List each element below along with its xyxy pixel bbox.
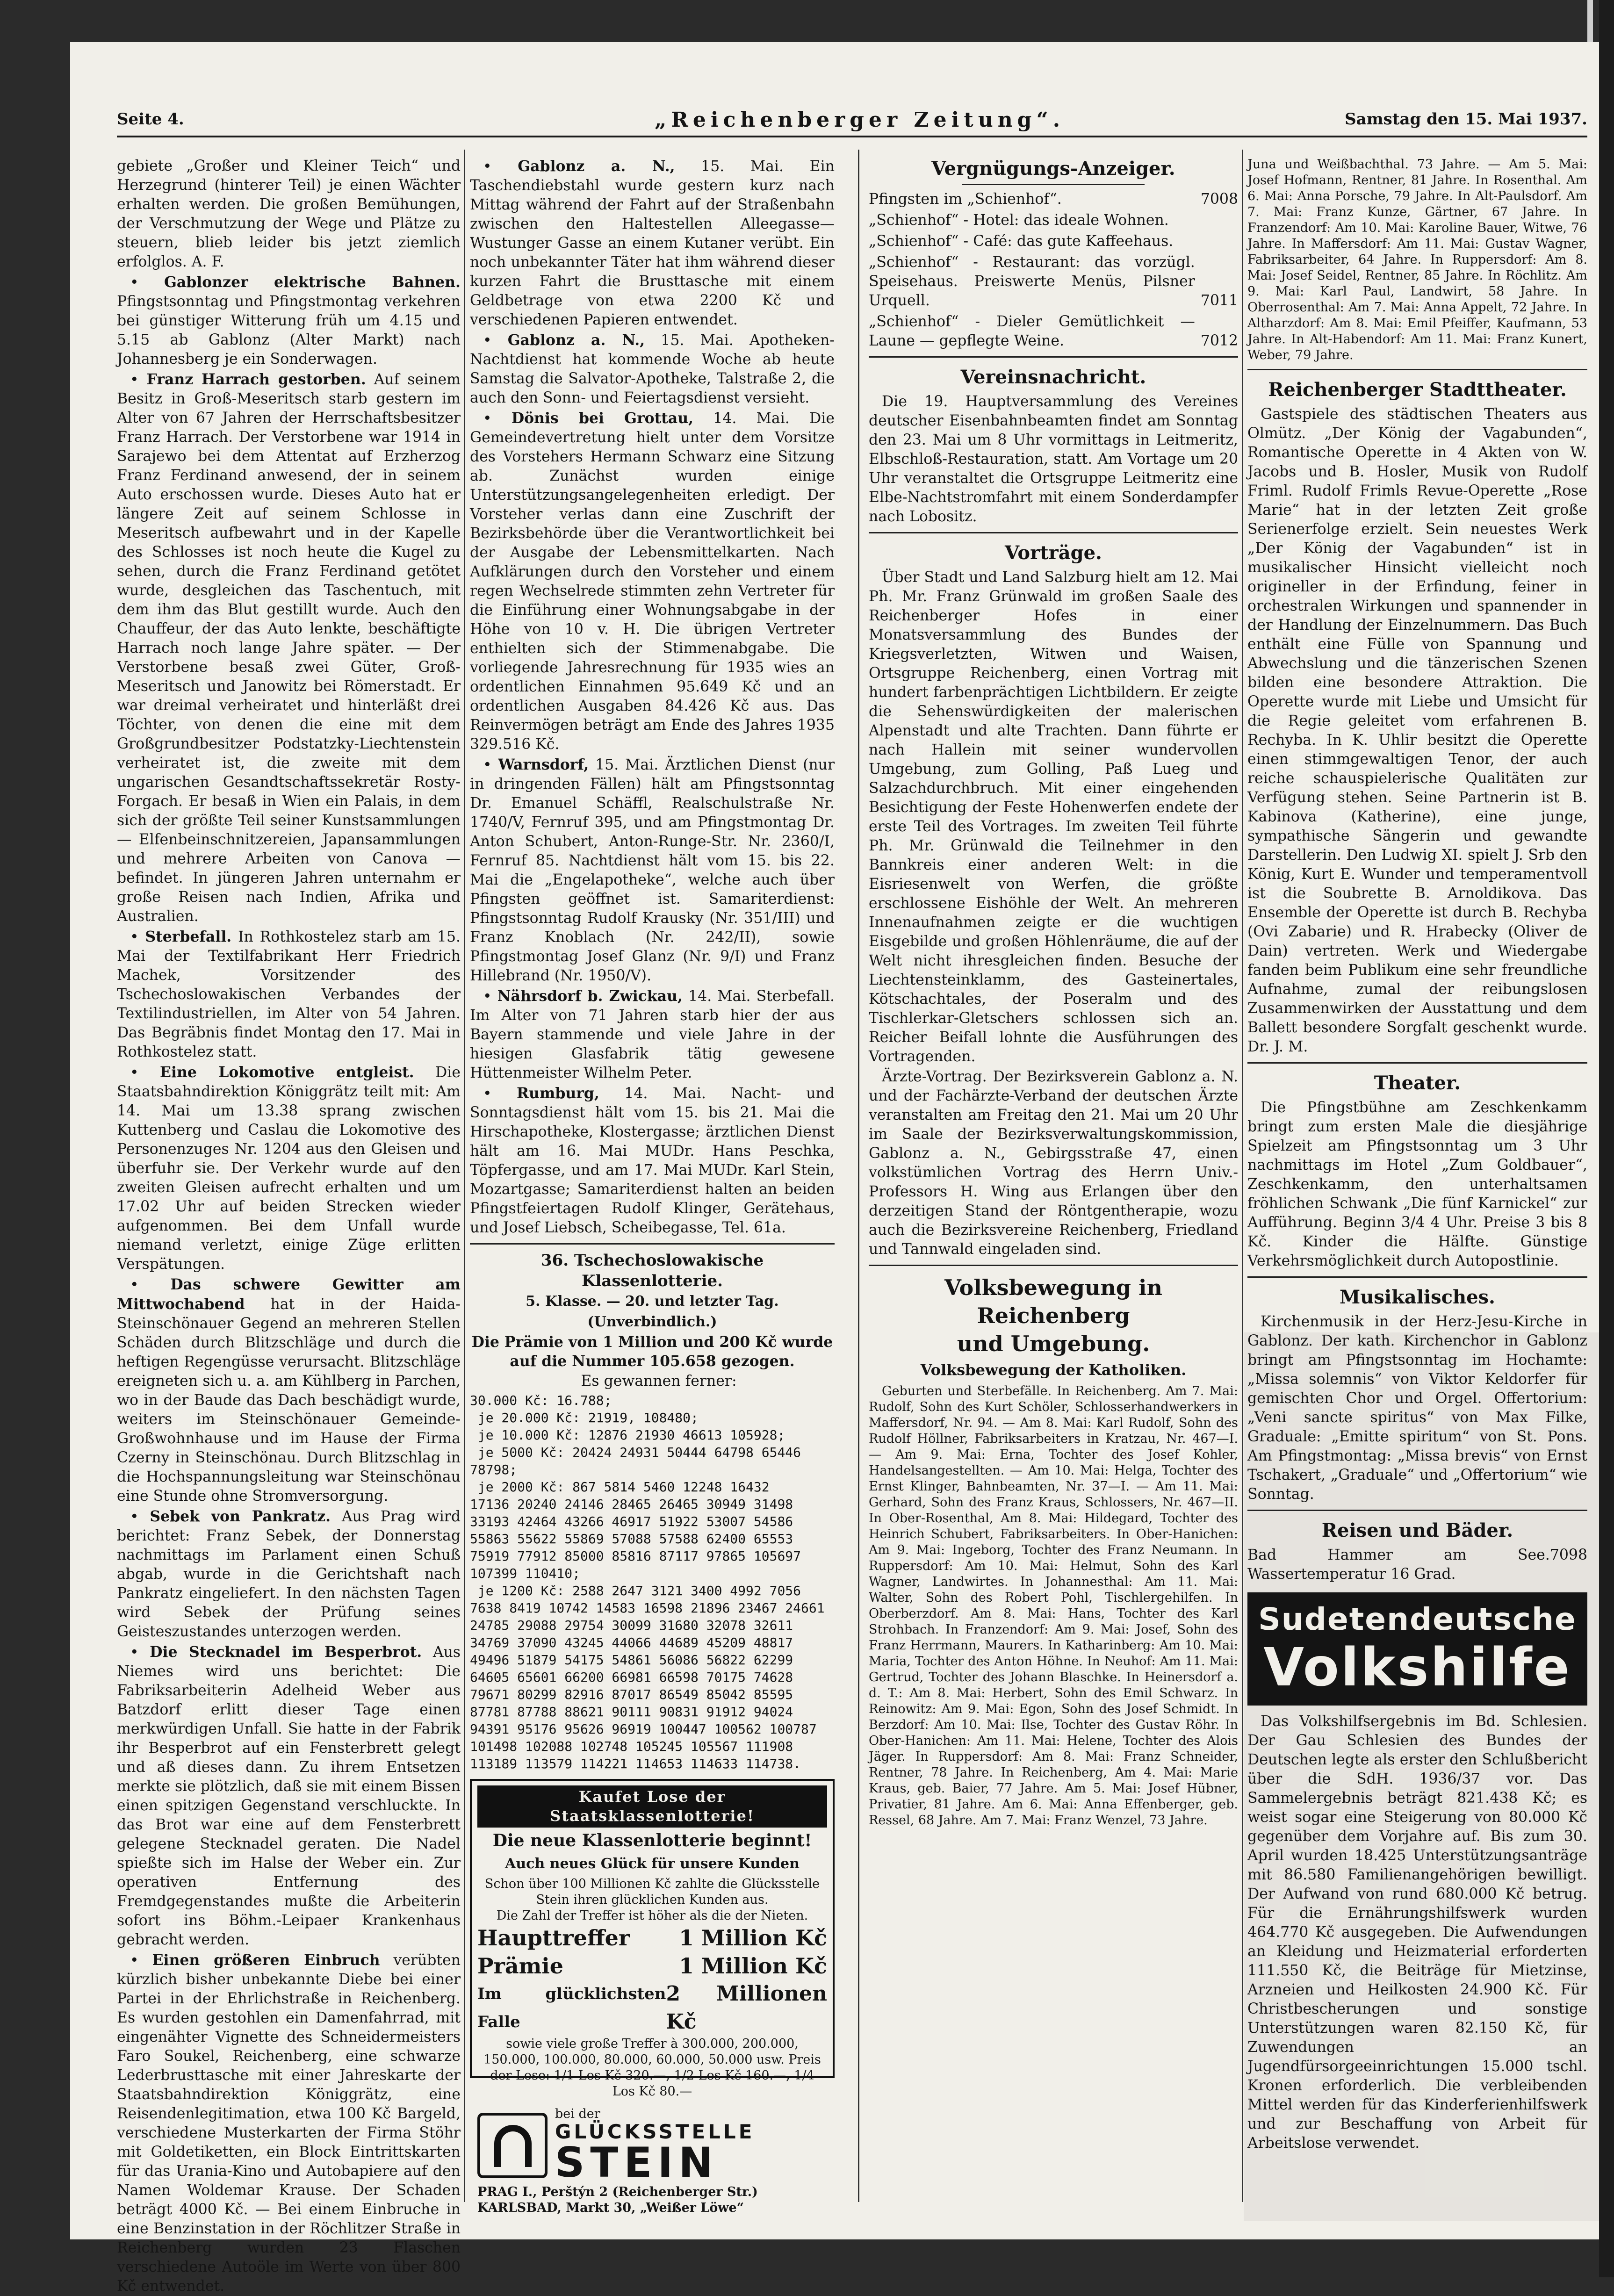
article-text: Aus Prag wird berichtet: Franz Sebek, der Donnerstag nachmittags im Parlament einen Schuß abgab, wurde in die Gerichtshaft nach Pankratz eingeliefert. In den nächsten Tagen wird Sebek der Prüfung seines Geisteszustandes unterzogen werden. (117, 1508, 461, 1640)
article-text: Gastspiele des städtischen Theaters aus Olmütz. „Der König der Vagabunden“, Romantische Operette in 4 Akten von W. Jacobs und B. Hosler, Musik von Rudolf Friml. Rudolf Frimls Revue-Operette „Rose Marie“ hat in der letzten Zeit große Serienerfolge erzielt. Sein neuestes Werk „Der König der Vagabunden“ ist in musikalischer Hinsicht vielleicht noch origineller in der Erfindung, feiner in orchestralen Wirkungen und spannender in der Handlung der Einzelnummern. Das Buch enthält eine Fülle von Spannung und Abwechslung und die tänzerischen Szenen bilden eine besondere Attraktion. Die Operette wurde mit Liebe und Umsicht für die Regie geleitet vom erfahrenen B. Rechyba. In K. Uhlir besitzt die Operette einen stimmgewaltigen Tenor, der auch reiche schauspielerische Qualitäten zur Verfügung stehen. Seine Partnerin ist B. Kabinova (Katherine), eine junge, sympathische Sängerin und gewandte Darstellerin. Den Ludwig XI. spielt J. Srb den König, Kurt E. Wunder und temperamentvoll ist die Soubrette B. Arnoldikova. Das Ensemble der Operette ist durch B. Rechyba (Ovi Zabarie) und R. Hrabecky (Oliver de Dain) vertreten. Werk und Wiedergabe fanden beim Publikum eine sehr freundliche Aufnahme, zumal der reibungslosen Zusammenwirken der Ausstattung und dem Ballett besondere Sorgfalt geschenkt wurde. Dr. J. M. (1247, 406, 1587, 1055)
lottery-row: 78798; (470, 1462, 518, 1477)
section-rule (1247, 1510, 1587, 1511)
section-rule (1247, 1276, 1587, 1278)
issue-date: Samstag den 15. Mai 1937. (1345, 110, 1587, 129)
column-divider (858, 150, 859, 2202)
column-4 (1247, 157, 1587, 2204)
listing-text: „Schienhof“ - Dieler Gemütlichkeit — Laune — gepflegte Weine. (869, 313, 1195, 349)
section-subheading: Volksbewegung der Katholiken. (920, 1361, 1187, 1379)
banner-line: Volkshilfe (1263, 1637, 1571, 1698)
article-text: Die Pfingstbühne am Zeschkenkamm bringt zum ersten Male die diesjährige Spielzeit am Pfingstsonntag um 3 Uhr nachmittags im Hotel „Zum Goldbauer“, Zeschkenkamm, den unterhaltsamen fröhlichen Schwank „Die fünf Karnickel“ zur Aufführung. Beginn 3/4 4 Uhr. Preise 3 bis 8 Kč. Kinder die Hälfte. Günstige Verkehrsmöglichkeit durch Autopostlinie. (1247, 1099, 1587, 1269)
listing-item (869, 211, 1238, 230)
listing-item (869, 312, 1238, 351)
article-text: In Rothkostelez starb am 15. Mai der Textilfabrikant Herr Friedrich Machek, Vorsitzender des Tschechoslowakischen Verbandes der Textilindustriellen, im Alter von 54 Jahren. Das Begräbnis findet Montag den 17. Mai in Rothkostelez statt. (117, 928, 461, 1060)
article: • Die Stecknadel im Besperbrot. Aus Niemes wird uns berichtet: Die Fabriksarbeiterin Adelheid Weber aus Batzdorf erlitt dieser Tage einen merkwürdigen Unfall. Sie hatte in der Fabrik ihr Besperbrot auf ein Fensterbrett gelegt und aß dieses dann. Zu ihrem Entsetzen merkte sie plötzlich, daß sie mit einem Bissen einen spitzigen Gegenstand verschluckte. In das Brot war eine auf dem Fensterbrett gelegene Stecknadel geraten. Die Nadel spießte sich im Halse der Weber ein. Zur operativen Entfernung des Fremdgegenstandes mußte die Arbeiterin sofort ins Böhm.-Leipaer Krankenhaus gebracht werden. (117, 1643, 461, 1948)
article: • Einen größeren Einbruch verübten kürzlich bisher unbekannte Diebe bei einer Partei in der Ehrlichstraße in Reichenberg. Es wurden gestohlen ein Damenfahrrad, mit eingenähter Vignette des Schneidermeisters Faro Soukel, Reichenberg, eine schwarze Lederbrusttasche mit einer Jahreskarte der Staatsbahndirektion Königgrätz, eine Reisendenlegitimation, etwa 100 Kč Bargeld, verschiedene Musterkarten der Firma Stöhr mit Goldetiketten, ein Block Eintrittskarten für das Urania-Kino und Autobapiere auf den Namen Woldemar Krause. Der Schaden beträgt 4000 Kč. — Bei einem Einbruche in eine Benzinstation in der Röchlitzer Straße in Reichenberg wurden 23 Flaschen verschiedene Autoöle im Werte von über 800 Kč entwendet. (117, 1951, 461, 2295)
article: • Sebek von Pankratz. Aus Prag wird berichtet: Franz Sebek, der Donnerstag nachmittags im Parlament einen Schuß abgab, wurde in die Gerichtshaft nach Pankratz eingeliefert. In den nächsten Tagen wird Sebek der Prüfung seines Geisteszustandes unterzogen werden. (117, 1508, 461, 1640)
section-rule (869, 1265, 1238, 1266)
article-headline: Franz Harrach gestorben. (146, 371, 366, 388)
article-headline: Die Stecknadel im Besperbrot. (150, 1643, 422, 1661)
section-rule (1247, 369, 1587, 370)
article-text: Das Volkshilfsergebnis im Bd. Schlesien. Der Gau Schlesien des Bundes der Deutschen legte als erster den Schlußbericht über die SdH. 1936/37 vor. Das Sammelergebnis beträgt 821.438 Kč; es weist sogar eine Steigerung von 80.000 Kč gegenüber dem Vorjahre auf. Bis zum 30. April wurden 18.425 Unterstützungsanträge mit 86.580 Familienangehörigen bewilligt. Der Aufwand von rund 680.000 Kč betrug. Für die Ernährungshilfswerk wurden 464.770 Kč ausgegeben. Die Aufwendungen an Kleidung und Heizmaterial erforderten 111.550 Kč, die Beiträge für Mietzinse, Arzneien und Heilkosten 24.900 Kč. Für Christbescherungen und sonstige Unterstützungen waren 82.150 Kč, für Zuwendungen an Jugendfürsorgeeinrichtungen 15.000 tschl. Kronen erforderlich. Die verbleibenden Mittel werden für das Kinderferienhilfswerk und zur Beschaffung von Arbeit für Arbeitslose verwendet. (1247, 1713, 1587, 2152)
article: • Eine Lokomotive entgleist. Die Staatsbahndirektion Königgrätz teilt mit: Am 14. Mai um 13.38 sprang zwischen Kuttenberg und Caslau die Lokomotive des Personenzuges Nr. 1204 aus den Gleisen und überfuhr sie. Der Verkehr wurde auf den zweiten Gleisen aufrecht erhalten und um 17.02 Uhr auf beiden Strecken wieder aufgenommen. Bei dem Unfall wurde niemand verletzt, einige Züge erlitten Verspätungen. (117, 1064, 461, 1273)
article-headline: Dönis bei Grottau, (511, 410, 694, 427)
section-heading: Vereinsnachricht. (960, 366, 1146, 388)
prize-label: Prämie (477, 1953, 564, 1979)
listing-text: „Schienhof“ - Restaurant: das vorzügl. Speisehaus. Preiswerte Menüs, Pilsner Urquell. (869, 254, 1195, 309)
section-rule (962, 184, 1145, 185)
page-header (117, 110, 1587, 138)
prize-value: 2 Millionen Kč (666, 1982, 827, 2034)
column-2 (470, 157, 835, 2215)
article-headline: Sterbefall. (145, 928, 232, 945)
article-headline: Gablonzer elektrische Bahnen. (164, 274, 461, 291)
ad-address: KARLSBAD, Markt 30, „Weißer Löwe“ (477, 2201, 744, 2215)
lottery-row: je 2000 Kč: 867 5814 5460 12248 16432 (470, 1479, 770, 1495)
prize-value: 1 Million Kč (679, 1953, 827, 1979)
lottery-row: je 1200 Kč: 2588 2647 3121 3400 4992 7056 (470, 1583, 801, 1598)
listing-item (869, 232, 1238, 251)
page-number: Seite 4. (117, 110, 184, 129)
prize-label: Im glücklichsten Falle (477, 1985, 666, 2031)
article-text: 14. Mai. Sterbefall. Im Alter von 71 Jahren starb hier der aus Bayern stammende und viele Jahre in der hiesigen Glasfabrik tätig gewesene Hüttenmeister Wilhelm Peter. (470, 988, 835, 1081)
lottery-row: 107399 110410; (470, 1566, 581, 1581)
vital-records: Juna und Weißbachthal. 73 Jahre. — Am 5. Mai: Josef Hofmann, Rentner, 81 Jahre. In Rosenthal. Am 6. Mai: Anna Porsche, 79 Jahre. In Alt-Paulsdorf. Am 7. Mai: Franz Kunze, Gärtner, 67 Jahre. In Franzendorf: Am 10. Mai: Karoline Bauer, Witwe, 76 Jahre. In Maffersdorf: Am 11. Mai: Gustav Wagner, Fabriksarbeiter, 64 Jahre. In Ruppersdorf: Am 8. Mai: Josef Seidel, Rentner, 85 Jahre. In Röchlitz. Am 9. Mai: Karl Paul, Landwirt, 58 Jahre. In Oberrosenthal: Am 7. Mai: Anna Appelt, 72 Jahre. In Altharzdorf: Am 8. Mai: Emil Pfeiffer, Kaufmann, 53 Jahre. In Alt-Habendorf: Am 11. Mai: Franz Kunert, Weber, 79 Jahre. (1247, 157, 1587, 362)
lottery-subtitle: 5. Klasse. — 20. und letzter Tag. (526, 1293, 779, 1310)
column-3 (869, 157, 1238, 2204)
article-headline: Eine Lokomotive entgleist. (160, 1064, 414, 1081)
lottery-row: 64605 65601 66200 66981 66598 70175 74628 (470, 1670, 793, 1685)
section-heading: Musikalisches. (1340, 1286, 1495, 1308)
lottery-row: 94391 95176 95626 96919 100447 100562 100787 (470, 1721, 817, 1737)
listing-text: „Schienhof“ - Café: das gute Kaffeehaus. (869, 233, 1174, 250)
article-text: verübten kürzlich bisher unbekannte Diebe bei einer Partei in der Ehrlichstraße in Reichenberg. Es wurden gestohlen ein Damenfahrrad, mit eingenähter Vignette des Schneidermeisters Faro Soukel, Reichenberg, eine schwarze Lederbrusttasche mit einer Jahreskarte der Staatsbahndirektion Königgrätz, eine Reisendenlegitimation, etwa 100 Kč Bargeld, verschiedene Musterkarten der Firma Stöhr mit Goldetiketten, ein Block Eintrittskarten für das Urania-Kino und Autobapiere auf den Namen Woldemar Krause. Der Schaden beträgt 4000 Kč. — Bei einem Einbruche in eine Benzinstation in der Röchlitzer Straße in Reichenberg wurden 23 Flaschen verschiedene Autoöle im Werte von über 800 Kč entwendet. (117, 1952, 461, 2295)
article-text: Kirchenmusik in der Herz-Jesu-Kirche in Gablonz. Der kath. Kirchenchor in Gablonz bringt am Pfingstsonntag im Hochamte: „Missa solemnis“ von Viktor Keldorfer für gemischten Chor und Orgel. Offertorium: „Veni sancte spiritus“ von Max Filke, Graduale: „Emitte spiritum“ von St. Pons. Am Pfingstmontag: „Missa brevis“ von Ernst Tschakert, „Graduale“ und „Offertorium“ wie Sonntag. (1247, 1313, 1587, 1503)
article-text: 15. Mai. Ärztlichen Dienst (nur in dringenden Fällen) hält am Pfingstsonntag Dr. Emanuel Schäffl, Realschulstraße Nr. 1740/V, Fernruf 395, und am Pfingstmontag Dr. Anton Schubert, Anton-Runge-Str. Nr. 2360/I, Fernruf 85. Nachtdienst hält vom 15. bis 22. Mai die „Engelapotheke“, welche auch über Pfingsten geöffnet ist. Samariterdienst: Pfingstsonntag Rudolf Krausky (Nr. 351/III) und Franz Knoblach (Nr. 242/II), sowie Pfingstmontag Josef Glanz (Nr. 9/I) und Franz Hillebrand (Nr. 1950/V). (470, 756, 835, 984)
article-text: 14. Mai. Die Gemeindevertretung hielt unter dem Vorsitze des Vorstehers Hermann Schwarz eine Sitzung ab. Zunächst wurden einige Unterstützungsangelegenheiten erledigt. Der Vorsteher verlas dann eine Zuschrift der Bezirksbehörde über die Verantwortlichkeit bei der Ausgabe der Lebensmittelkarten. Nach Aufklärungen durch den Vorsteher und einem regen Wechselrede stimmten zehn Vertreter für die Einführung einer Wohnungsabgabe in der Höhe von 10 v. H. Die übrigen Vertreter enthielten sich der Stimmenabgabe. Die vorliegende Jahresrechnung für 1935 wies an ordentlichen Einnahmen 95.649 Kč und an ordentlichen Ausgaben 84.426 Kč aus. Das Reinvermögen beträgt am Ende des Jahres 1935 329.516 Kč. (470, 410, 835, 753)
section-rule (869, 532, 1238, 533)
article: • Rumburg, 14. Mai. Nacht- und Sonntagsdienst hält vom 15. bis 21. Mai die Hirschapotheke, Klostergasse; ärztlichen Dienst hält am 16. Mai MUDr. Hans Peschka, Töpfergasse, und am 17. Mai MUDr. Karl Stein, Mozartgasse; Samariterdienst halten an beiden Pfingstfeiertagen Rudolf Klinger, Gerätehaus, und Josef Liebsch, Scheibegasse, Tel. 61a. (470, 1085, 835, 1236)
column-1 (117, 157, 461, 2295)
lottery-row: je 10.000 Kč: 12876 21930 46613 105928; (470, 1427, 785, 1443)
header-rule (117, 136, 1587, 137)
lottery-advertisement (470, 1779, 835, 2215)
banner-line: Sudetendeutsche (1258, 1601, 1577, 1637)
ad-code: 7011 (1200, 292, 1238, 309)
article-headline: Das schwere Gewitter am Mittwochabend (117, 1276, 461, 1313)
lottery-won: Es gewannen ferner: (581, 1373, 737, 1389)
section-rule (470, 1243, 835, 1245)
column-divider (464, 150, 465, 2202)
entertainment-listings (869, 190, 1238, 351)
ad-subheadline: Auch neues Glück für unsere Kunden (505, 1856, 800, 1872)
article: • Gablonzer elektrische Bahnen. Pfingstsonntag und Pfingstmontag verkehren bei günstiger Witterung früh um 4.15 und 5.15 ab Gablonz (Alter Markt) nach Johannesberg je ein Sonderwagen. (117, 274, 461, 367)
ad-code: 7098 (1549, 1547, 1587, 1563)
lottery-row: 34769 37090 43245 44066 44689 45209 48817 (470, 1635, 793, 1650)
lottery-row: 87781 87788 88621 90111 90831 91912 94024 (470, 1704, 793, 1720)
article: • Sterbefall. In Rothkostelez starb am 15. Mai der Textilfabrikant Herr Friedrich Machek, Vorsitzender des Tschechoslowakischen Verbandes der Textilindustriellen, im Alter von 54 Jahren. Das Begräbnis findet Montag den 17. Mai in Rothkostelez statt. (117, 928, 461, 1060)
ad-brand-name: STEIN (555, 2138, 719, 2187)
section-heading: Reisen und Bäder. (1321, 1519, 1513, 1541)
section-heading: Reichenberger Stadttheater. (1268, 379, 1567, 401)
lottery-row: 17136 20240 24146 28465 26465 30949 31498 (470, 1497, 793, 1512)
horseshoe-logo-icon (477, 2113, 548, 2178)
lottery-row: 79671 80299 82916 87017 86549 85042 85595 (470, 1687, 793, 1702)
prize-label: Haupttreffer (477, 1925, 630, 1951)
lottery-title: 36. Tschechoslowakische Klassenlotterie. (540, 1251, 764, 1290)
article-headline: Rumburg, (516, 1085, 599, 1102)
article-headline: Einen größeren Einbruch (152, 1951, 380, 1969)
lottery-row: 101498 102088 102748 105245 105567 111908 (470, 1739, 793, 1754)
travel-notice (1247, 1546, 1587, 1584)
article: • Gablonz a. N., 15. Mai. Ein Taschendiebstahl wurde gestern kurz nach Mittag während der Fahrt auf der Straßenbahn zwischen den Haltestellen Alleegasse—Wustunger Gasse an einem Kutaner verübt. Ein noch unbekannter Täter hat ihm während dieser kurzen Fahrt die Brusttasche mit einem Geldbetrage von etwa 2200 Kč und verschiedenen Papieren entwendet. (470, 158, 835, 328)
newspaper-title: „Reichenberger Zeitung“. (655, 108, 1065, 132)
scan-border (1599, 0, 1614, 2277)
article-text: Pfingstsonntag und Pfingstmontag verkehren bei günstiger Witterung früh um 4.15 und 5.15 ab Gablonz (Alter Markt) nach Johannesberg je ein Sonderwagen. (117, 293, 461, 367)
lottery-lead: Die Prämie von 1 Million und 200 Kč wurde auf die Nummer 105.658 gezogen. (471, 1333, 833, 1370)
listing-text: Pfingsten im „Schienhof“. (869, 191, 1062, 208)
article-headline: Warnsdorf, (498, 756, 589, 773)
article-text: Aus Niemes wird uns berichtet: Die Fabriksarbeiterin Adelheid Weber aus Batzdorf erlitt dieser Tage einen merkwürdigen Unfall. Sie hatte in der Fabrik ihr Besperbrot auf ein Fensterbrett gelegt und aß dieses dann. Zu ihrem Entsetzen merkte sie plötzlich, daß sie mit einem Bissen einen spitzigen Gegenstand verschluckte. In das Brot war eine auf dem Fensterbrett gelegene Stecknadel geraten. Die Nadel spießte sich im Halse der Weber ein. Zur operativen Entfernung des Fremdgegenstandes mußte die Arbeiterin sofort ins Böhm.-Leipaer Krankenhaus gebracht werden. (117, 1644, 461, 1948)
section-heading: Volksbewegung in Reichenberg (944, 1275, 1162, 1328)
article-text: Die Staatsbahndirektion Königgrätz teilt mit: Am 14. Mai um 13.38 sprang zwischen Kuttenberg und Caslau die Lokomotive des Personenzuges Nr. 1204 aus den Gleisen und überfuhr sie. Der Verkehr wurde auf den zweiten Gleisen aufrecht erhalten und um 17.02 Uhr auf beiden Strecken wieder aufgenommen. Bei dem Unfall wurde niemand verletzt, einige Züge erlitten Verspätungen. (117, 1064, 461, 1273)
lottery-row: 75919 77912 85000 85816 87117 97865 105697 (470, 1548, 801, 1564)
article-headline: Sebek von Pankratz. (150, 1508, 331, 1525)
article-text: Ärzte-Vortrag. Der Bezirksverein Gablonz a. N. und der Fachärzte-Verband der deutschen Ärzte veranstalten am Freitag den 21. Mai um 20 Uhr im Saale der Bezirksverwaltungskommission, Gablonz a. N., Gebirgsstraße 47, einen volkstümlichen Vortrag des Herrn Univ.-Professors H. Wing aus Erlangen über den derzeitigen Stand der Röntgentherapie, wozu auch die Bezirksvereine Reichenberg, Friedland und Tannwald eingeladen sind. (869, 1068, 1238, 1258)
ad-prize-row (477, 1924, 827, 1952)
lottery-row: 55863 55622 55869 57088 57588 62400 65553 (470, 1531, 793, 1547)
article-text: 15. Mai. Ein Taschendiebstahl wurde gestern kurz nach Mittag während der Fahrt auf der Straßenbahn zwischen den Haltestellen Alleegasse—Wustunger Gasse an einem Kutaner verübt. Ein noch unbekannter Täter hat ihm während dieser kurzen Fahrt die Brusttasche mit einem Geldbetrage von etwa 2200 Kč und verschiedenen Papieren entwendet. (470, 158, 835, 328)
article: • Nährsdorf b. Zwickau, 14. Mai. Sterbefall. Im Alter von 71 Jahren starb hier der aus Bayern stammende und viele Jahre in der hiesigen Glasfabrik tätig gewesene Hüttenmeister Wilhelm Peter. (470, 987, 835, 1081)
article-text: Die 19. Hauptversammlung des Vereines deutscher Eisenbahnbeamten findet am Sonntag den 23. Mai um 8 Uhr vormittags in Leitmeritz, Elbschloß-Restauration, statt. Am Vortage um 20 Uhr veranstaltet die Ortsgruppe Leitmeritz eine Elbe-Nachtstromfahrt mit einem Sonderdampfer nach Lobositz. (869, 393, 1238, 525)
listing-item (869, 253, 1238, 310)
lottery-row: 49496 51879 54175 54861 56086 56822 62299 (470, 1652, 793, 1668)
ad-brand (477, 2106, 827, 2187)
lottery-note: (Unverbindlich.) (587, 1314, 717, 1330)
section-rule (869, 356, 1238, 358)
article: • Warnsdorf, 15. Mai. Ärztlichen Dienst (nur in dringenden Fällen) hält am Pfingstsonntag Dr. Emanuel Schäffl, Realschulstraße Nr. 1740/V, Fernruf 395, und am Pfingstmontag Dr. Anton Schubert, Anton-Runge-Str. Nr. 2360/I, Fernruf 85. Nachtdienst hält vom 15. bis 22. Mai die „Engelapotheke“, welche auch über Pfingsten geöffnet ist. Samariterdienst: Pfingstsonntag Rudolf Krausky (Nr. 351/III) und Franz Knoblach (Nr. 242/II), sowie Pfingstmontag Josef Glanz (Nr. 9/I) und Franz Hillebrand (Nr. 1950/V). (470, 756, 835, 984)
volkshilfe-banner (1247, 1592, 1587, 1706)
vital-records: Geburten und Sterbefälle. In Reichenberg. Am 7. Mai: Rudolf, Sohn des Kurt Schöler, Schlosserhandwerkers in Maffersdorf, Nr. 94. — Am 8. Mai: Karl Rudolf, Sohn des Rudolf Höllner, Fabriksarbeiters in Kratzau, Nr. 467—I. — Am 9. Mai: Erna, Tochter des Josef Kohler, Handelsangestellten. — Am 10. Mai: Helga, Tochter des Ernst Klinger, Bahnbeamten, Nr. 37—I. — Am 11. Mai: Gerhard, Sohn des Franz Kraus, Schlossers, Nr. 467—II. In Ober-Rosenthal, Am 8. Mai: Hildegard, Tochter des Heinrich Schubert, Fabriksarbeiters. In Ober-Hanichen: Am 9. Mai: Ingeborg, Tochter des Franz Neumann. In Ruppersdorf: Am 10. Mai: Helmut, Sohn des Karl Wagner, Landwirtes. In Johannesthal: Am 11. Mai: Walter, Sohn des Robert Pohl, Tischlergehilfen. In Oberberzdorf. Am 8. Mai: Hans, Tochter des Karl Strohbach. In Franzendorf: Am 9. Mai: Josef, Sohn des Franz Herrmann, Maurers. In Katharinberg: Am 10. Mai: Maria, Tochter des Anton Höhne. In Neuhof: Am 11. Mai: Gertrud, Tochter des Johann Blaschke. In Heinersdorf a. d. T.: Am 8. Mai: Herbert, Sohn des Emil Schwarz. In Reinowitz: Am 9. Mai: Egon, Sohn des Josef Schmidt. In Berzdorf: Am 10. Mai: Ilse, Tochter des Gustav Röhr. In Ober-Hanichen: Am 11. Mai: Helene, Tochter des Alois Jäger. In Ruppersdorf: Am 8. Mai: Franz Schneider, Rentner, 78 Jahre. In Reichenberg, Am 4. Mai: Marie Kraus, geb. Baier, 77 Jahre. Am 5. Mai: Josef Hübner, Privatier, 81 Jahre. Am 6. Mai: Anna Effenberger, geb. Ressel, 68 Jahre. Am 7. Mai: Franz Wenzel, 73 Jahre. (869, 1384, 1238, 1828)
lottery-row: 7638 8419 10742 14583 16598 21896 23467 24661 (470, 1600, 825, 1616)
lottery-row: 24785 29088 29754 30099 31680 32078 32611 (470, 1618, 793, 1633)
article-headline: Gablonz a. N., (507, 331, 645, 349)
article-text: hat in der Haida-Steinschönauer Gegend an mehreren Stellen Schäden durch Blitzschläge und durch die heftigen Regengüsse verursacht. Blitzschläge ereigneten sich u. a. am Kühlberg in Parchen, wo in der Baude das Dach beschädigt wurde, weiters im Steinschönauer Gemeinde-Großwohnhause und im Hause der Firma Czerny in Steinschönau. Durch Blitzschlag in die Hochspannungsleitung war Steinschönau eine Stunde ohne Stromversorgung. (117, 1296, 461, 1504)
listing-text: „Schienhof“ - Hotel: das ideale Wohnen. (869, 212, 1169, 229)
ad-code: 7012 (1200, 332, 1238, 349)
article-text: Über Stadt und Land Salzburg hielt am 12. Mai Ph. Mr. Franz Grünwald im großen Saale des Reichenberger Hofes in einer Monatsversammlung des Bundes der Kriegsverletzten, Witwen und Waisen, Ortsgruppe Reichenberg, einen Vortrag mit hundert farbenprächtigen Lichtbildern. Er zeigte die Sehenswürdigkeiten der malerischen Alpenstadt und alte Trachten. Dann führte er nach Hallein mit seiner wundervollen Umgebung, zum Golling, Paß Lueg und Salzachdurchbruch. Mit einer eingehenden Besichtigung der Feste Hohenwerfen endete der erste Teil des Vortrages. Im zweiten Teil führte Ph. Mr. Grünwald die Teilnehmer in den Bannkreis einer anderen Welt: in die Eisriesenwelt von Werfen, die größte erschlossene Eishöhle der Welt. An mehreren Innenaufnahmen zeigte er die wuchtigen Eisgebilde und großen Höhlenräume, die auf der Welt nicht ihresgleichen finden. Besuche der Liechtensteinklamm, des Gasteinertales, Kötschachtales, der Poseralm und des Tischlerkar-Gletschers schlossen sich an. Reicher Beifall lohnte die Ausführungen des Vortragenden. (869, 569, 1238, 1065)
ad-brand-name: GLÜCKSSTELLE (555, 2120, 755, 2143)
section-rule (1247, 1062, 1587, 1064)
section-heading: und Umgebung. (957, 1331, 1150, 1356)
article: • Gablonz a. N., 15. Mai. Apotheken-Nachtdienst hat kommende Woche ab heute Samstag die Salvator-Apotheke, Talstraße 2, die auch den Sonn- und Feiertagsdienst versieht. (470, 331, 835, 406)
article-text: 15. Mai. Apotheken-Nachtdienst hat kommende Woche ab heute Samstag die Salvator-Apotheke, Talstraße 2, die auch den Sonn- und Feiertagsdienst versieht. (470, 332, 835, 406)
article-text: Bad Hammer am See. Wassertemperatur 16 Grad. (1247, 1547, 1550, 1583)
ad-headline: Die neue Klassenlotterie beginnt! (492, 1831, 812, 1850)
lottery-row: je 5000 Kč: 20424 24931 50444 64798 65446 (470, 1445, 801, 1460)
ad-text: Schon über 100 Millionen Kč zahlte die Glücksstelle Stein ihren glücklichen Kunden aus. (484, 1877, 820, 1907)
article-text: gebiete „Großer und Kleiner Teich“ und Herzegrund (hinterer Teil) je einen Wächter erhalten werden. Die großen Bemühungen, der Verschmutzung der Wege und Plätze zu steuern, blieb leider bis jetzt ziemlich erfolglos. A. F. (117, 158, 461, 270)
section-heading: Vorträge. (1005, 542, 1102, 564)
article-text: Auf seinem Besitz in Groß-Meseritsch starb gestern im Alter von 67 Jahren der Herrschaftsbesitzer Franz Harrach. Der Verstorbene war 1914 in Sarajewo bei dem Attentat auf Erzherzog Franz Ferdinand anwesend, der in seinem Auto erschossen wurde. Dieses Auto hat er längere Zeit auf seinem Schlosse in Meseritsch aufbewahrt und in der Kapelle des Schlosses ist noch heute die Kugel zu sehen, durch die Franz Ferdinand getötet wurde, desgleichen das Taschentuch, mit dem ihm das Blut gestillt wurde. Auch den Chauffeur, der das Auto lenkte, beschäftigte Harrach noch lange Jahre später. — Der Verstorbene besaß zwei Güter, Groß-Meseritsch und Janowitz bei Römerstadt. Er war dreimal verheiratet und hinterläßt drei Töchter, von denen die eine mit dem Großgrundbesitzer Podstatzky-Liechtenstein verheiratet ist, die zweite mit dem ungarischen Gesandtschaftssekretär Rosty-Forgach. Er besaß in Wien ein Palais, in dem sich der größte Teil seiner Kunstsammlungen — Elfenbeinschnitzereien, Japansammlungen und mehrere Arbeiten von Canova — befindet. In jüngeren Jahren unternahm er große Reisen nach Indien, Afrika und Australien. (117, 371, 461, 925)
article: • Das schwere Gewitter am Mittwochabend hat in der Haida-Steinschönauer Gegend an mehreren Stellen Schäden durch Blitzschläge und durch die heftigen Regengüsse verursacht. Blitzschläge ereigneten sich u. a. am Kühlberg in Parchen, wo in der Baude das Dach beschädigt wurde, weiters im Steinschönauer Gemeinde-Großwohnhause und im Hause der Firma Czerny in Steinschönau. Durch Blitzschlag in die Hochspannungsleitung war Steinschönau eine Stunde ohne Stromversorgung. (117, 1276, 461, 1504)
prize-value: 1 Million Kč (679, 1925, 827, 1951)
ad-prize-row (477, 1980, 827, 2036)
section-heading: Vergnügungs-Anzeiger. (931, 158, 1175, 180)
ad-buy-at: bei der (555, 2107, 600, 2121)
article-headline: Nährsdorf b. Zwickau, (497, 987, 683, 1005)
article-headline: Gablonz a. N., (518, 158, 675, 175)
listing-item (869, 190, 1238, 209)
article-text: 14. Mai. Nacht- und Sonntagsdienst hält vom 15. bis 21. Mai die Hirschapotheke, Klostergasse; ärztlichen Dienst hält am 16. Mai MUDr. Hans Peschka, Töpfergasse, und am 17. Mai MUDr. Karl Stein, Mozartgasse; Samariterdienst halten an beiden Pfingstfeiertagen Rudolf Klinger, Gerätehaus, und Josef Liebsch, Scheibegasse, Tel. 61a. (470, 1085, 835, 1236)
ad-text: sowie viele große Treffer à 300.000, 200.000, 150.000, 100.000, 80.000, 60.000, 50.000 usw. Preis der Lose: 1/1 Los Kč 320.—, 1/2 Los Kč 160.—, 1/4 Los Kč 80.— (483, 2037, 821, 2099)
article: • Dönis bei Grottau, 14. Mai. Die Gemeindevertretung hielt unter dem Vorsitze des Vorstehers Hermann Schwarz eine Sitzung ab. Zunächst wurden einige Unterstützungsangelegenheiten erledigt. Der Vorsteher verlas dann eine Zuschrift der Bezirksbehörde über die Verantwortlichkeit bei der Ausgabe der Lebensmittelkarten. Nach Aufklärungen durch den Vorsteher und einem regen Wechselrede stimmten zehn Vertreter für die Einführung einer Wohnungsabgabe in der Höhe von 10 v. H. Die übrigen Vertreter enthielten sich der Stimmenabgabe. Die vorliegende Jahresrechnung für 1935 wies an ordentlichen Einnahmen 95.649 Kč und an ordentlichen Ausgaben 84.426 Kč aus. Das Reinvermögen beträgt am Ende des Jahres 1935 329.516 Kč. (470, 410, 835, 753)
lottery-row: 30.000 Kč: 16.788; (470, 1393, 612, 1408)
lottery-row: je 20.000 Kč: 21919, 108480; (470, 1410, 699, 1425)
column-divider (1242, 150, 1243, 2202)
lottery-row: 113189 113579 114221 114653 114633 114738. (470, 1756, 801, 1771)
ad-code: 7008 (1200, 191, 1238, 208)
ad-text: Die Zahl der Treffer ist höher als die der Nieten. (496, 1908, 808, 1923)
ad-banner: Kaufet Lose der Staatsklassenlotterie! (477, 1785, 827, 1828)
ad-prize-row (477, 1952, 827, 1980)
lottery-results (470, 1392, 835, 1772)
ad-address: PRAG I., Perštýn 2 (Reichenberger Str.) (477, 2185, 758, 2199)
article: • Franz Harrach gestorben. Auf seinem Besitz in Groß-Meseritsch starb gestern im Alter von 67 Jahren der Herrschaftsbesitzer Franz Harrach. Der Verstorbene war 1914 in Sarajewo bei dem Attentat auf Erzherzog Franz Ferdinand anwesend, der in seinem Auto erschossen wurde. Dieses Auto hat er längere Zeit auf seinem Schlosse in Meseritsch aufbewahrt und in der Kapelle des Schlosses ist noch heute die Kugel zu sehen, durch die Franz Ferdinand getötet wurde, desgleichen das Taschentuch, mit dem ihm das Blut gestillt wurde. Auch den Chauffeur, der das Auto lenkte, beschäftigte Harrach noch lange Jahre später. — Der Verstorbene besaß zwei Güter, Groß-Meseritsch und Janowitz bei Römerstadt. Er war dreimal verheiratet und hinterläßt drei Töchter, von denen die eine mit dem Großgrundbesitzer Podstatzky-Liechtenstein verheiratet ist, die zweite mit dem ungarischen Gesandtschaftssekretär Rosty-Forgach. Er besaß in Wien ein Palais, in dem sich der größte Teil seiner Kunstsammlungen — Elfenbeinschnitzereien, Japansammlungen und mehrere Arbeiten von Canova — befindet. In jüngeren Jahren unternahm er große Reisen nach Indien, Afrika und Australien. (117, 371, 461, 925)
section-heading: Theater. (1374, 1072, 1461, 1094)
lottery-row: 33193 42464 43266 46917 51922 53007 54586 (470, 1514, 793, 1529)
